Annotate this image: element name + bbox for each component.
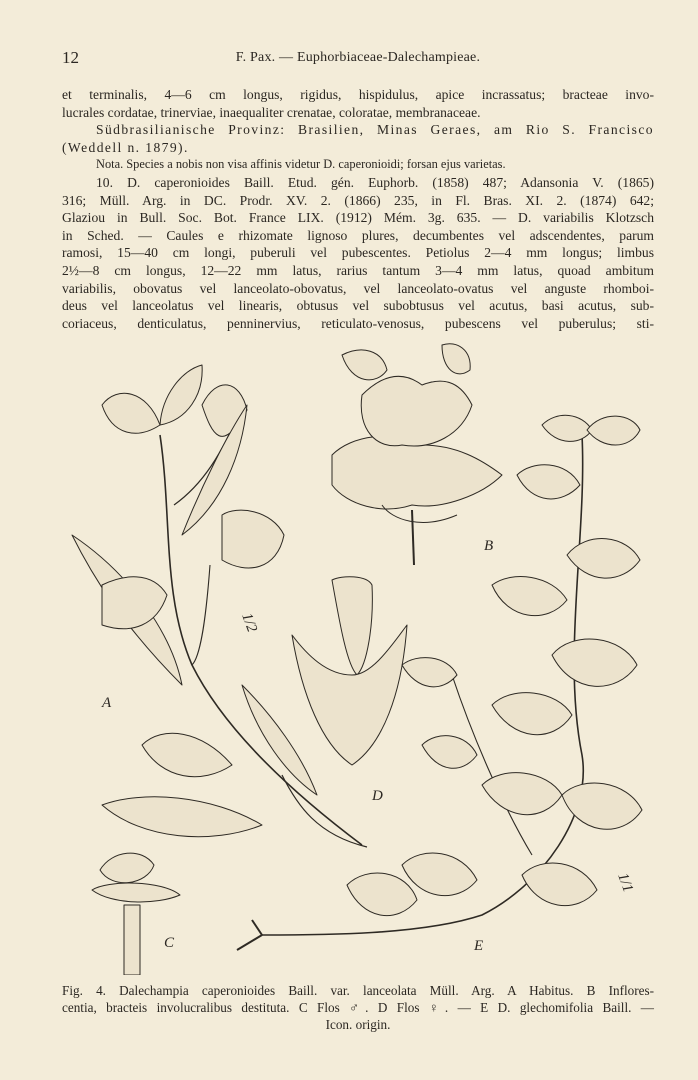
text-line: Glaziou in Bull. Soc. Bot. France LIX. (1912) Mém. 3g. 635. — D. variabilis Klotzsch — [62, 210, 654, 226]
text-line: ramosi, 15—40 cm longi, puberuli vel pubescentes. Petiolus 2—4 mm longus; limbus — [62, 245, 654, 261]
figure-label-d: D — [372, 788, 383, 804]
botanical-figure — [62, 335, 654, 975]
scale-label-e: 1/1 — [614, 870, 636, 895]
figure-illustration — [62, 335, 654, 975]
caption-line: Fig. 4. Dalechampia caperonioides Baill. var. lanceolata Müll. Arg. A Habitus. B Inflores- — [62, 983, 654, 998]
figure-label-b: B — [484, 538, 494, 554]
figure-label-a: A — [102, 695, 112, 711]
caption-line: centia, bracteis involucralibus destituta. C Flos ♂. D Flos ♀. — E D. glechomifolia Baill. — — [62, 1000, 654, 1015]
text-line: 2½—8 cm longus, 12—22 mm latus, rarius tantum 3—4 mm latus, quoad ambitum — [62, 262, 654, 278]
text-line: lucrales cordatae, trinerviae, inaequaliter crenatae, coloratae, membranaceae. — [62, 104, 481, 120]
body-text — [62, 86, 654, 332]
scale-label-a: 1/2 — [238, 610, 260, 635]
text-line: variabilis, obovatus vel lanceolato-obovatus, vel lanceolato-ovatus vel anguste rhomboi- — [62, 280, 654, 296]
page-number: 12 — [62, 48, 79, 67]
male-flower-c-drawing — [92, 853, 180, 975]
inflorescence-b-drawing — [332, 344, 502, 565]
caption-line: Icon. origin. — [325, 1017, 391, 1032]
female-flower-d-drawing — [292, 577, 407, 765]
habitus-a-drawing — [72, 365, 367, 847]
text-line: deus vel lanceolatus vel linearis, obtusus vel subobtusus vel acutus, basi acutus, sub- — [62, 298, 654, 314]
figure-caption — [62, 982, 654, 1033]
species-heading-line: 10. D. caperonioides Baill. Etud. gén. Euphorb. (1858) 487; Adansonia V. (1865) — [96, 174, 654, 190]
text-line: et terminalis, 4—6 cm longus, rigidus, hispidulus, apice incrassatus; bracteae invo- — [62, 87, 654, 102]
figure-label-e: E — [474, 938, 484, 954]
figure-label-c: C — [164, 935, 175, 951]
page-header — [62, 48, 654, 70]
text-line: coriaceus, denticulatus, penninervius, reticulato-venosus, pubescens vel puberulus; sti- — [62, 315, 654, 331]
text-line: 316; Müll. Arg. in DC. Prodr. XV. 2. (1866) 235, in Fl. Bras. XI. 2. (1874) 642; — [62, 192, 654, 208]
text-line: Südbrasilianische Provinz: Brasilien, Minas Geraes, am Rio S. Francisco — [96, 122, 654, 138]
text-line: in Sched. — Caules e rhizomate lignoso plures, decumbentes vel adscendentes, parum — [62, 227, 654, 243]
note-line: Nota. Species a nobis non visa affinis videtur D. caperonioidi; forsan ejus varietas. — [96, 157, 506, 172]
text-line: (Weddell n. 1879). — [62, 139, 189, 155]
running-title: F. Pax. — Euphorbiaceae-Dalechampieae. — [235, 50, 481, 65]
